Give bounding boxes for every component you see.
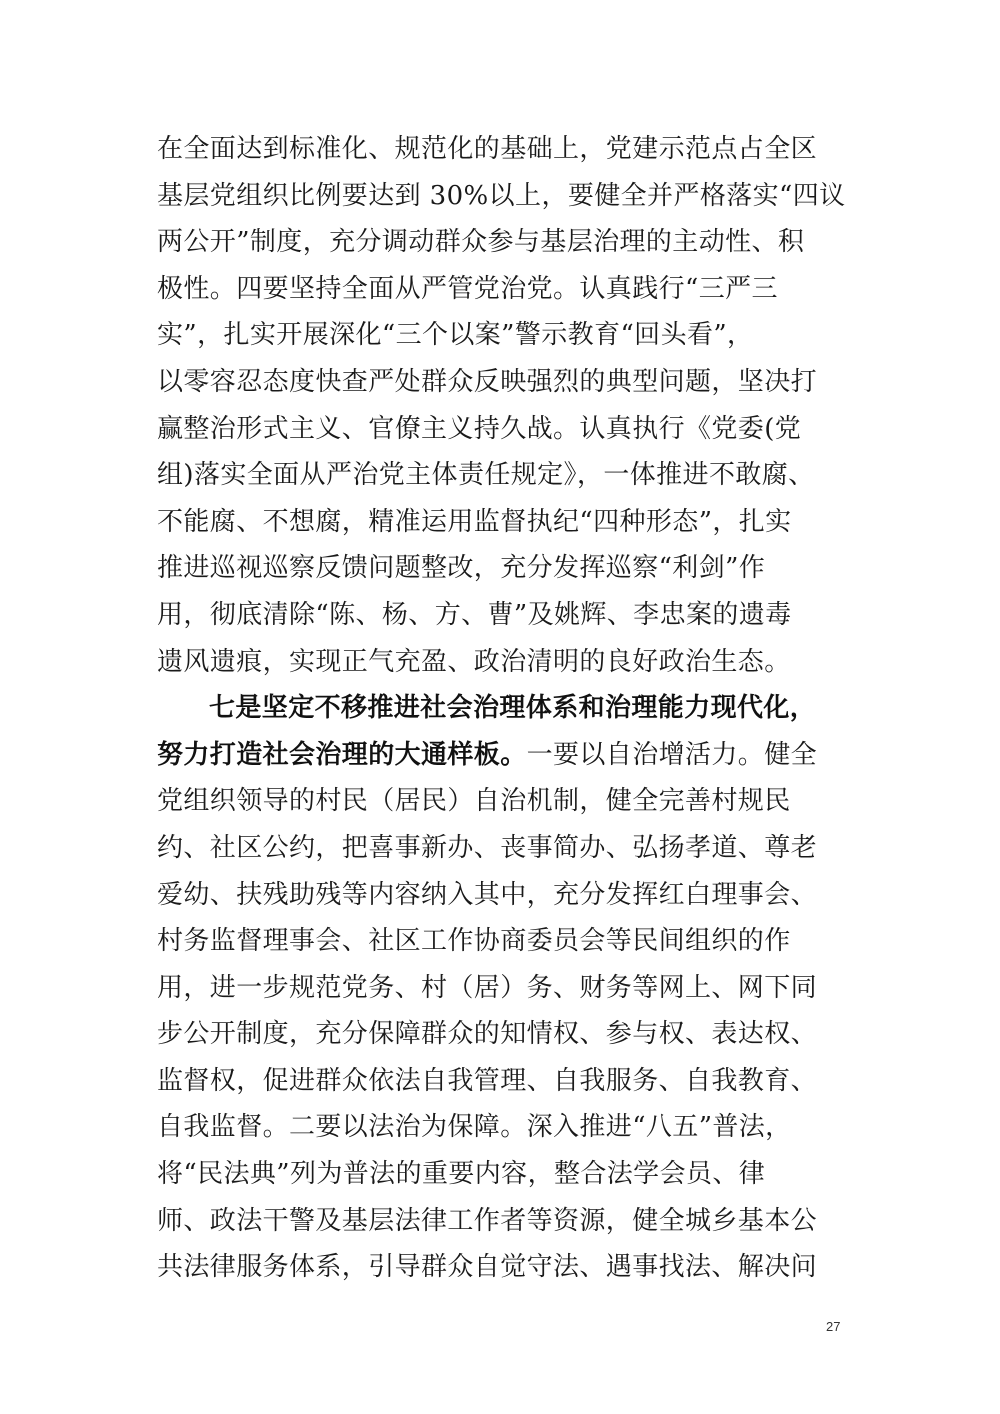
section-heading-rest: 一要以自治增活力。健全 — [526, 739, 818, 770]
text-line: 监督权，促进群众依法自我管理、自我服务、自我教育、 — [157, 1065, 818, 1096]
text-line: 遗风遗痕，实现正气充盈、政治清明的良好政治生态。 — [157, 646, 791, 677]
section-heading: 七是坚定不移推进社会治理体系和治理能力现代化， — [209, 693, 817, 724]
text-line: 实”，扎实开展深化“三个以案”警示教育“回头看”， — [157, 320, 754, 351]
text-line: 用，彻底清除“陈、杨、方、曹”及姚辉、李忠案的遗毒 — [157, 599, 792, 630]
body-text — [157, 126, 857, 1291]
page-number: 27 — [826, 1319, 841, 1334]
text-line: 师、政法干警及基层法律工作者等资源，健全城乡基本公 — [157, 1205, 818, 1236]
text-line: 两公开”制度，充分调动群众参与基层治理的主动性、积 — [157, 227, 805, 258]
text-line: 约、社区公约，把喜事新办、丧事简办、弘扬孝道、尊老 — [157, 832, 818, 863]
text-line: 组)落实全面从严治党主体责任规定》，一体推进不敢腐、 — [157, 460, 815, 491]
text-line: 共法律服务体系，引导群众自觉守法、遇事找法、解决问 — [157, 1252, 818, 1283]
text-line: 以零容忍态度快查严处群众反映强烈的典型问题，坚决打 — [157, 366, 818, 397]
text-line: 用，进一步规范党务、村（居）务、财务等网上、网下同 — [157, 972, 818, 1003]
text-line: 党组织领导的村民（居民）自治机制，健全完善村规民 — [157, 786, 791, 817]
text-line: 在全面达到标准化、规范化的基础上，党建示范点占全区 — [157, 134, 818, 164]
text-line: 自我监督。二要以法治为保障。深入推进“八五”普法， — [157, 1112, 792, 1143]
text-line: 赢整治形式主义、官僚主义持久战。认真执行《党委(党 — [157, 413, 802, 444]
text-line: 不能腐、不想腐，精准运用监督执纪“四种形态”，扎实 — [157, 506, 792, 537]
text-line: 推进巡视巡察反馈问题整改，充分发挥巡察“利剑”作 — [157, 553, 766, 584]
text-line: 将“民法典”列为普法的重要内容，整合法学会员、律 — [157, 1159, 766, 1190]
section-heading-bold: 努力打造社会治理的大通样板。 — [157, 739, 527, 770]
text-line: 村务监督理事会、社区工作协商委员会等民间组织的作 — [157, 926, 791, 957]
text-line: 爱幼、扶残助残等内容纳入其中，充分发挥红白理事会、 — [157, 879, 818, 910]
text-line: 极性。四要坚持全面从严管党治党。认真践行“三严三 — [157, 273, 778, 304]
section-heading-continuation — [157, 732, 857, 779]
text-line: 步公开制度，充分保障群众的知情权、参与权、表达权、 — [157, 1019, 818, 1050]
text-line: 基层党组织比例要达到 30%以上，要健全并严格落实“四议 — [157, 180, 846, 211]
